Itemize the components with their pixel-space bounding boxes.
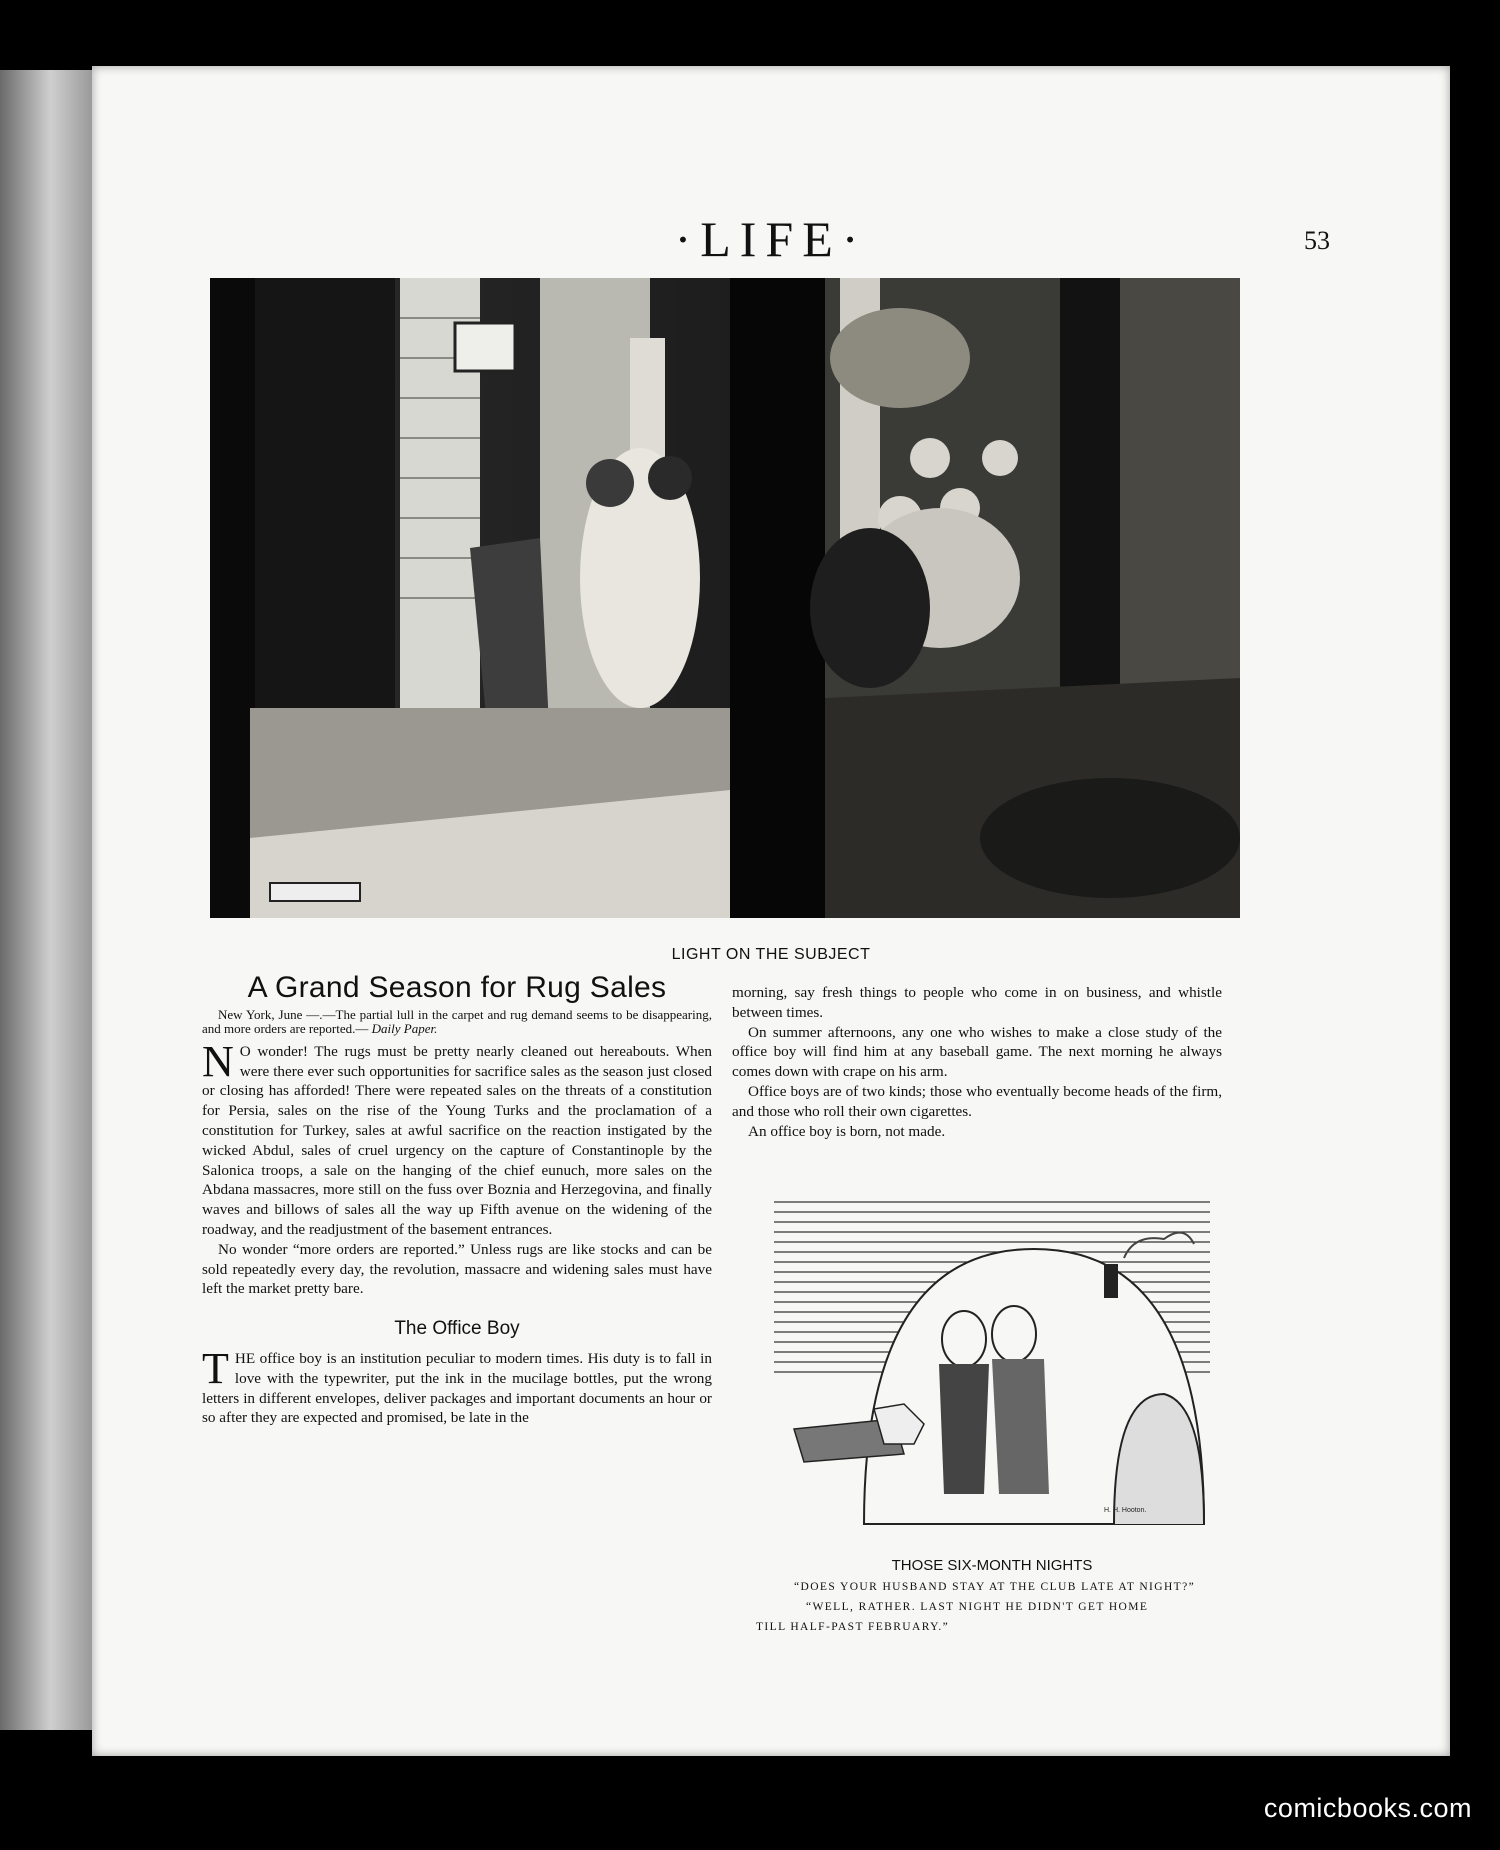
right-column: [732, 983, 1222, 1141]
dateline-text: New York, June —.—The partial lull in the carpet and rug demand seems to be disappearing, and more orders are reported.—: [202, 1006, 712, 1036]
office-boy-paragraph-1: [202, 1343, 712, 1428]
office-boy-paragraph-3: Office boys are of two kinds; those who eventually become heads of the firm, and those who roll their own cigarettes.: [732, 1082, 1222, 1120]
article-paragraph-1-text: O wonder! The rugs must be pretty nearly cleaned out hereabouts. When were there ever such opportunities for sacrifice sales as the season just closed or closing has afforded! There were repeated sales on the threats of a constitution for Persia, sales on the rise of the Young Turks and the proclamation of a constitution for Turkey, sales at awful sacrifice on the reaction instigated by the wicked Abdul, sales of cruel urgency on the capture of Constantinople by the Salonica troops, a sale on the hanging of the chief eunuch, more sales on the Abdana massacres, more still on the fuss over Boznia and Herzegovina, and finally waves and billows of sales all the way up Fifth avenue on the widening of the roadway, and the readjustment of the basement entrances.: [202, 1042, 712, 1238]
illustration-light-on-the-subject: [210, 278, 1240, 918]
dropcap: T: [202, 1343, 229, 1393]
article-title: A Grand Season for Rug Sales: [247, 971, 667, 1004]
igloo-drawing: [774, 1194, 1210, 1534]
article-paragraph-2: No wonder “more orders are reported.” Unless rugs are like stocks and can be sold repeatedly every day, the revolution, massacre and widening sales must have left the market pretty bare.: [202, 1240, 712, 1298]
left-column: [202, 971, 712, 1428]
magazine-page: [92, 66, 1450, 1756]
office-boy-paragraph-4: An office boy is born, not made.: [748, 1122, 946, 1140]
svg-text:H. H. Hooton.: H. H. Hooton.: [1104, 1507, 1147, 1514]
office-boy-title: The Office Boy: [394, 1318, 520, 1340]
office-boy-paragraph-1-text: HE office boy is an institution peculiar to modern times. His duty is to fall in love with the typewriter, put the ink in the mucilage bottles, put the wrong letters in different envelopes, deliver packages and important documents an hour or so after they are expected and promised, be late in the: [202, 1349, 712, 1427]
cartoon-caption-line-1: “DOES YOUR HUSBAND STAY AT THE CLUB LATE AT NIGHT?”: [794, 1581, 1196, 1593]
igloo-cartoon: [774, 1194, 1210, 1534]
illustration-caption: LIGHT ON THE SUBJECT: [671, 946, 871, 963]
page-number: 53: [1304, 226, 1330, 255]
dropcap: N: [202, 1036, 234, 1086]
office-boy-paragraph-1-continued: morning, say fresh things to people who come in on business, and whistle between times.: [732, 984, 1222, 1021]
dateline: [202, 1008, 712, 1036]
office-boy-paragraph-2: On summer afternoons, any one who wishes to make a close study of the office boy will find him at any baseball game. The next morning he always comes down with crape on his arm.: [732, 1023, 1222, 1081]
article-paragraph-1: [202, 1036, 712, 1240]
masthead: ·LIFE·: [674, 211, 868, 267]
cartoon-caption-line-3: TILL HALF-PAST FEBRUARY.”: [756, 1621, 950, 1633]
watermark: comicbooks.com: [1263, 1793, 1472, 1823]
cartoon-caption-line-2: “WELL, RATHER. LAST NIGHT HE DIDN'T GET HOME: [806, 1601, 1149, 1613]
left-page-edge: [0, 70, 95, 1730]
porch-illustration: [210, 278, 1240, 918]
cartoon-title: THOSE SIX-MONTH NIGHTS: [891, 1557, 1093, 1574]
dateline-source: Daily Paper.: [371, 1020, 438, 1036]
